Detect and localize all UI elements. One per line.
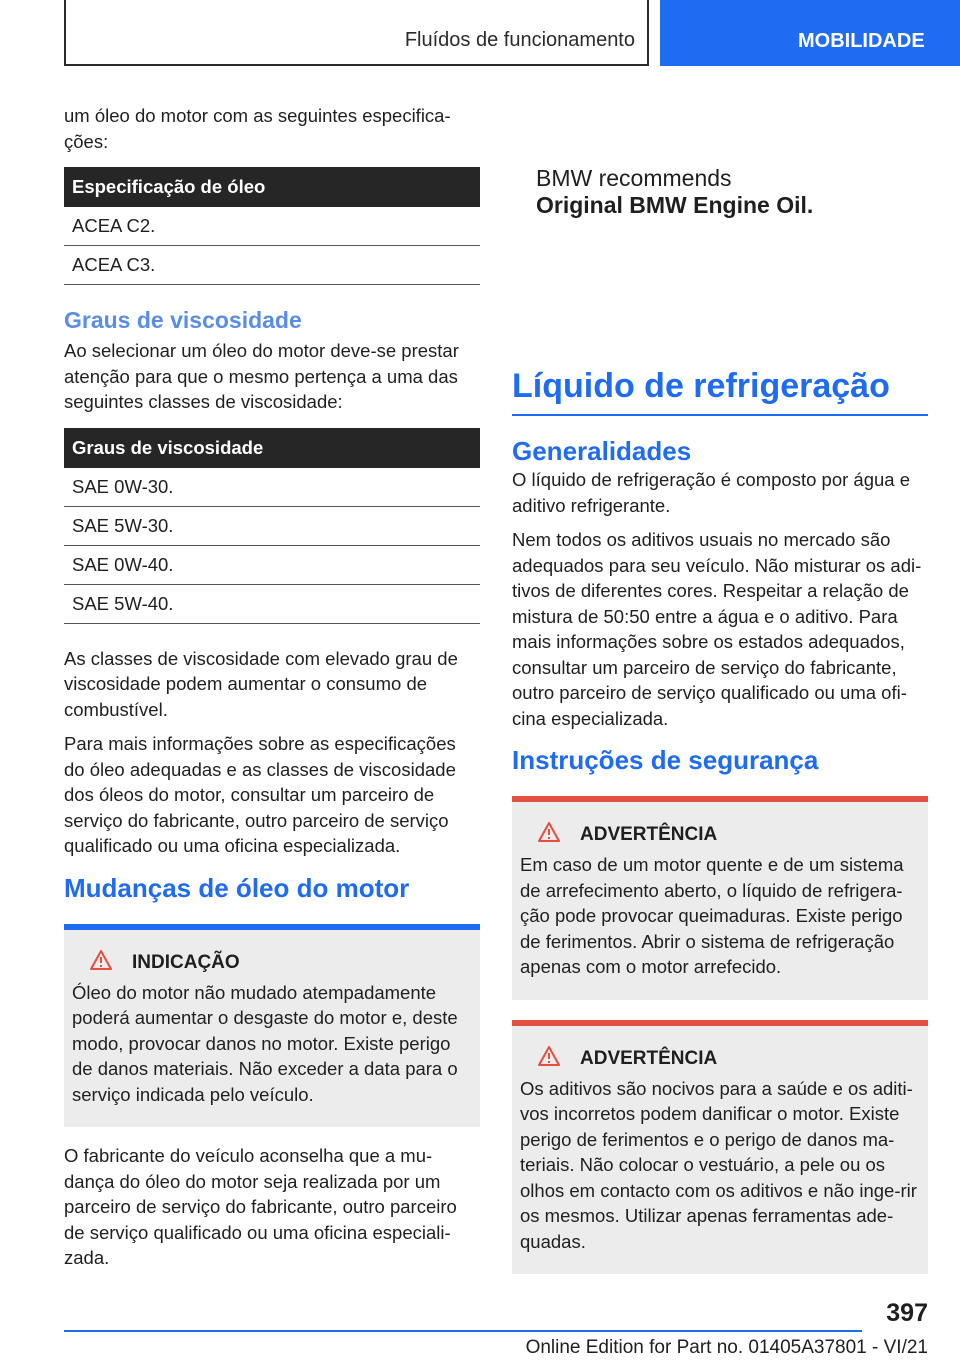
viscosity-table [64, 428, 480, 624]
header-chapter-label: MOBILIDADE [798, 30, 925, 52]
warning-triangle-icon [538, 1046, 562, 1072]
left-column [64, 103, 480, 1280]
right-column [512, 103, 928, 1290]
intro-text: um óleo do motor com as seguintes especifica-ções: [64, 105, 451, 152]
bmw-engine-oil-line: Original BMW Engine Oil. [536, 192, 814, 218]
safety-heading: Instruções de segurança [512, 745, 819, 775]
warning-triangle-icon [538, 822, 562, 848]
chapter-title: Líquido de refrigeração [512, 367, 928, 416]
oil-change-heading: Mudanças de óleo do motor [64, 872, 410, 903]
viscosity-text: Ao selecionar um óleo do motor deve-se prestar atenção para que o mesmo pertença a uma das seguintes classes de viscosidade: [64, 340, 459, 412]
warning-title-label: ADVERTÊNCIA [580, 1047, 718, 1069]
warning-text: Em caso de um motor quente e de um sistema de arrefecimento aberto, o líquido de refrigera-ção pode provocar queimaduras. Existe perigo de ferimentos. Abrir o sistema de refrigeração apenas com o motor arrefecido. [520, 854, 904, 977]
header-section-box [64, 0, 649, 66]
notice-text: Óleo do motor não mudado atempadamente poderá aumentar o desgaste do motor e, deste modo, provocar danos no motor. Existe perigo de danos materiais. Não exceder a data para o serviço indicada pelo veículo. [72, 981, 458, 1105]
oil-spec-table-header: Especificação de óleo [64, 167, 480, 207]
table-row: SAE 0W-30. [64, 468, 480, 507]
general-heading: Generalidades [512, 436, 692, 466]
table-row: SAE 5W-40. [64, 585, 480, 624]
warning-triangle-icon [90, 950, 114, 976]
viscosity-consumption-text: As classes de viscosidade com elevado grau de viscosidade podem aumentar o consumo de combustível. [64, 647, 458, 720]
warning-text: Os aditivos são nocivos para a saúde e os aditi-vos incorretos podem danificar o motor. Existe perigo de ferimentos e o perigo de danos ma-teriais. Não colocar o vestuário, a pele ou os olhos em contacto com os aditivos e não inge-rir os mesmos. Utilizar apenas ferramentas ade-quadas. [520, 1077, 917, 1252]
edition-text: Online Edition for Part no. 01405A37801 - VI/21 [525, 1337, 928, 1358]
header-chapter-tab [660, 0, 960, 66]
table-row: ACEA C2. [64, 207, 480, 246]
warning-box [512, 796, 928, 1000]
notice-title [72, 950, 472, 976]
bmw-recommendation [536, 165, 928, 219]
more-info-text: Para mais informações sobre as especificações do óleo adequadas e as classes de viscosidade dos óleos do motor, consultar um parceiro de serviço do fabricante, outro parceiro de serviço qualificado ou uma oficina especializada. [64, 733, 456, 856]
warning-title-label: ADVERTÊNCIA [580, 824, 718, 845]
notice-title-label: INDICAÇÃO [132, 951, 240, 973]
oil-spec-table [64, 167, 480, 285]
table-row: SAE 5W-30. [64, 507, 480, 546]
warning-title [520, 822, 920, 848]
bmw-recommends-line: BMW recommends [536, 165, 732, 191]
viscosity-heading: Graus de viscosidade [64, 307, 302, 333]
viscosity-table-header: Graus de viscosidade [64, 428, 480, 468]
general-text-2: Nem todos os aditivos usuais no mercado são adequados para seu veículo. Não misturar os adi-tivos de diferentes cores. Respeitar a relação de mistura de 50:50 entre a água e o aditivo. Para mais informações sobre os estados adequados, consultar um parceiro de serviço do fabricante, outro parceiro de serviço qualificado ou uma ofi-cina especializada. [512, 529, 922, 729]
general-text-1: O líquido de refrigeração é composto por água e aditivo refrigerante. [512, 469, 910, 516]
table-row: SAE 0W-40. [64, 546, 480, 585]
oil-change-advice-text: O fabricante do veículo aconselha que a mu-dança do óleo do motor seja realizada por um parceiro de serviço do fabricante, outro parceiro de serviço qualificado ou uma oficina especiali-zada. [64, 1145, 457, 1268]
page-number: 397 [886, 1299, 928, 1327]
header-section-title: Fluídos de funcionamento [404, 29, 635, 51]
warning-title [520, 1046, 920, 1072]
footer-divider [64, 1330, 862, 1332]
table-row: ACEA C3. [64, 246, 480, 285]
notice-box [64, 924, 480, 1128]
warning-box [512, 1020, 928, 1275]
